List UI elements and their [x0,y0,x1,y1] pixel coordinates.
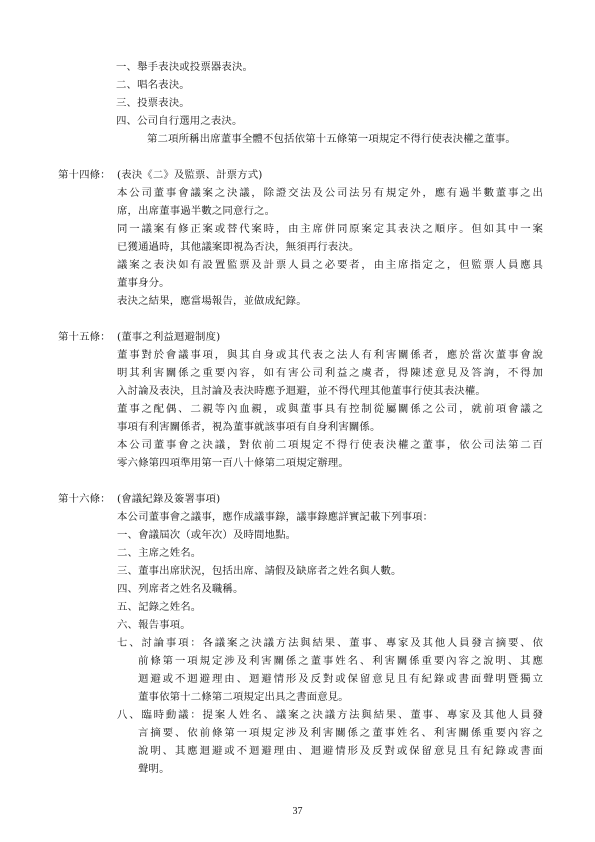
paragraph-line: 議案之表決如有設置監票及計票人員之必要者，由主席指定之，但監票人員應具 [117,259,543,271]
paragraph-line: 表決之結果，應當場報告，並做成紀錄。 [117,295,307,307]
paragraph-line: 入討論及表決，且討論及表決時應予迴避，並不得代理其他董事行使其表決權。 [117,385,486,397]
section-note: 第二項所稱出席董事全體不包括依第十五條第一項規定不得行使表決權之董事。 [147,133,516,145]
paragraph-line: 聲明。 [138,763,170,775]
paragraph-line: 言摘要、依前條第一項規定涉及利害關係之董事姓名、利害關係重要內容之 [138,727,543,739]
article-16-title: (會議紀錄及簽署事項) [117,493,221,505]
list-item: 一、會議屆次（或年次）及時間地點。 [117,529,297,541]
paragraph-line: 本公司董事會議案之決議，除證交法及公司法另有規定外，應有過半數董事之出 [117,187,543,199]
list-item: 二、唱名表決。 [116,79,190,91]
paragraph-line: 董事身分。 [117,277,170,289]
paragraph-line: 本公司董事會之議事，應作成議事錄，議事錄應詳實記載下列事項： [117,511,434,523]
article-14-label: 第十四條： [58,169,111,181]
paragraph-line: 本公司董事會之決議，對依前二項規定不得行使表決權之董事，依公司法第二百 [117,439,543,451]
paragraph-line: 事項有利害關係者，視為董事就該事項有自身利害關係。 [117,421,381,433]
paragraph-line: 明其利害關係之重要內容，如有害公司利益之虞者，得陳述意見及答詢，不得加 [117,367,543,379]
list-item: 三、投票表決。 [116,97,190,109]
paragraph-line: 前條第一項規定涉及利害關係之董事姓名、利害關係重要內容之說明、其應 [138,655,543,667]
list-item: 六、報告事項。 [117,619,191,631]
paragraph-line: 迴避或不迴避理由、迴避情形及反對或保留意見且有紀錄或書面聲明暨獨立 [138,673,543,685]
paragraph-line: 席，出席董事過半數之同意行之。 [117,205,276,217]
list-item: 三、董事出席狀況，包括出席、請假及缺席者之姓名與人數。 [117,565,402,577]
page-number: 37 [292,806,303,817]
article-15-label: 第十五條： [58,331,111,343]
list-item: 四、列席者之姓名及職稱。 [117,583,244,595]
paragraph-line: 董事之配偶、二親等內血親，或與董事具有控制從屬關係之公司，就前項會議之 [117,403,543,415]
list-item: 二、主席之姓名。 [117,547,202,559]
list-item: 一、舉手表決或投票器表決。 [116,61,254,73]
list-item: 五、記錄之姓名。 [117,601,202,613]
paragraph-line: 說明、其應迴避或不迴避理由、迴避情形及反對或保留意見且有紀錄或書面 [138,745,543,757]
list-item: 四、公司自行選用之表決。 [116,115,243,127]
article-16-label: 第十六條： [58,493,111,505]
paragraph-line: 已獲通過時，其他議案即視為否決，無須再行表決。 [117,241,360,253]
list-item: 八、臨時動議：提案人姓名、議案之決議方法與結果、董事、專家及其他人員發 [117,709,543,721]
article-15-title: (董事之利益迴避制度) [117,331,221,343]
paragraph-line: 董事依第十二條第二項規定出具之書面意見。 [138,691,349,703]
paragraph-line: 董事對於會議事項，與其自身或其代表之法人有利害關係者，應於當次董事會說 [117,349,543,361]
paragraph-line: 零六條第四項準用第一百八十條第二項規定辦理。 [117,457,349,469]
paragraph-line: 同一議案有修正案或替代案時，由主席併同原案定其表決之順序。但如其中一案 [117,223,543,235]
list-item: 七、討論事項：各議案之決議方法與結果、董事、專家及其他人員發言摘要、依 [117,637,543,649]
article-14-title: (表決《二》及監票、計票方式) [117,169,263,181]
